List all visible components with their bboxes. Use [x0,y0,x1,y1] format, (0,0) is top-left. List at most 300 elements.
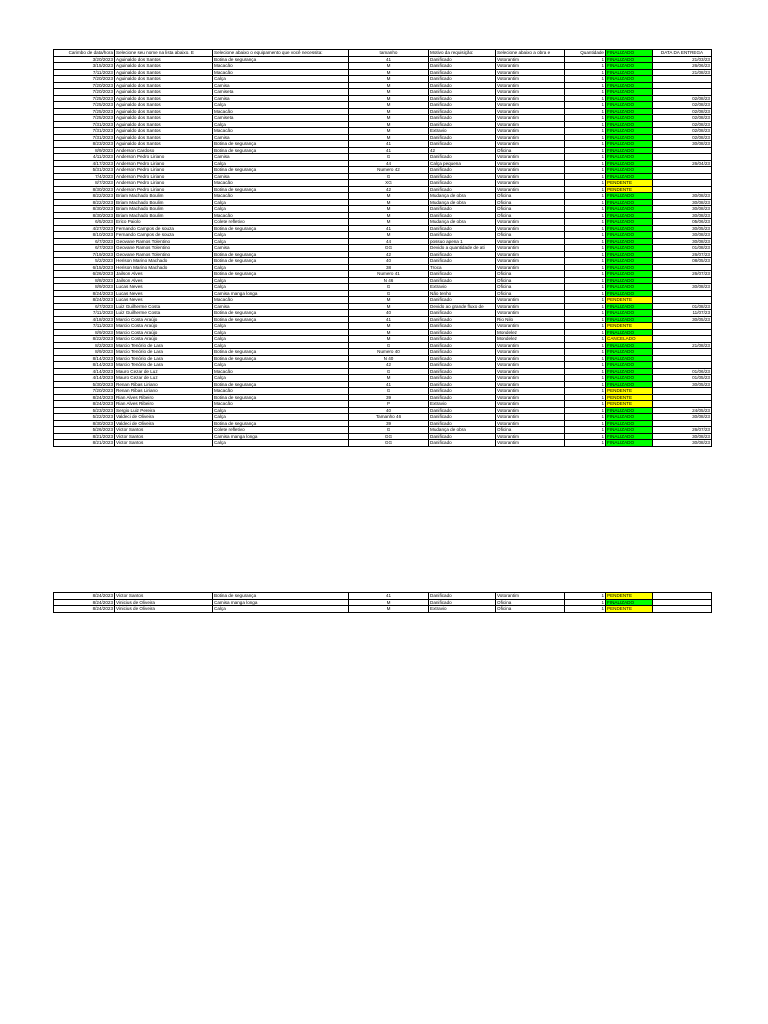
equipment-cell: Botina de segurança [213,225,349,232]
equipment-cell: Botina de segurança [213,394,349,401]
size-cell: M [349,102,429,109]
name-cell: Anderson Cardoso [115,147,213,154]
name-cell: Renan Ribas Liriano [115,388,213,395]
reason-cell: Danificado [429,297,496,304]
size-cell: 41 [349,141,429,148]
equipment-cell: Camisa [213,154,349,161]
size-cell: M [349,336,429,343]
quantity-cell: 1 [565,102,606,109]
status-cell: FINALIZADO [606,599,653,606]
reason-cell: Danificado [429,212,496,219]
status-cell: FINALIZADO [606,342,653,349]
status-cell: FINALIZADO [606,362,653,369]
name-cell: Valdeci de Oliveira [115,414,213,421]
equipment-cell: Macacão [213,368,349,375]
delivery-date-cell: 05/06/23 [653,219,712,226]
equipment-cell: Calça [213,329,349,336]
timestamp-cell: 7/25/2023 [54,115,115,122]
size-cell: M [349,206,429,213]
site-cell: Votorantim [496,238,565,245]
equipment-cell: Macacão [213,193,349,200]
reason-cell: Danificado [429,173,496,180]
requests-table [53,49,712,447]
size-cell: 40 [349,407,429,414]
equipment-cell: Calça [213,264,349,271]
name-cell: Aguinaldo dos Santos [115,115,213,122]
quantity-cell: 1 [565,154,606,161]
delivery-date-cell: 02/08/23 [653,102,712,109]
quantity-cell: 1 [565,593,606,600]
status-cell: PENDENTE [606,593,653,600]
size-cell: G [349,342,429,349]
equipment-cell: Macacão [213,69,349,76]
delivery-date-cell: 30/08/23 [653,440,712,447]
equipment-cell: Calça [213,160,349,167]
delivery-date-cell: 26/07/23 [653,427,712,434]
header-cell: Quantidade [565,50,606,57]
timestamp-cell: 4/27/2023 [54,225,115,232]
quantity-cell: 1 [565,219,606,226]
timestamp-cell: 7/20/2023 [54,89,115,96]
quantity-cell: 1 [565,440,606,447]
site-cell: Votorantim [496,414,565,421]
quantity-cell: 1 [565,336,606,343]
name-cell: Victor Santos [115,433,213,440]
status-cell: FINALIZADO [606,271,653,278]
quantity-cell: 1 [565,76,606,83]
quantity-cell: 1 [565,433,606,440]
header-cell: FINALIZADO [606,50,653,57]
quantity-cell: 1 [565,349,606,356]
size-cell: M [349,232,429,239]
timestamp-cell: 7/4/2023 [54,173,115,180]
equipment-cell: Calça [213,277,349,284]
status-cell: FINALIZADO [606,102,653,109]
timestamp-cell: 6/7/2023 [54,303,115,310]
status-cell: FINALIZADO [606,69,653,76]
timestamp-cell: 5/2/2023 [54,258,115,265]
quantity-cell: 1 [565,323,606,330]
reason-cell: Troca [429,264,496,271]
size-cell: GG [349,245,429,252]
name-cell: Vinicius de Oliveira [115,606,213,613]
site-cell: Votorantim [496,407,565,414]
quantity-cell: 1 [565,147,606,154]
equipment-cell: Calça [213,336,349,343]
status-cell: FINALIZADO [606,212,653,219]
header-cell: Motivo da requisição: [429,50,496,57]
equipment-cell: Calça [213,342,349,349]
site-cell: Votorantim [496,323,565,330]
name-cell: Victor Santos [115,427,213,434]
status-cell: FINALIZADO [606,381,653,388]
equipment-cell: Botina de segurança [213,381,349,388]
quantity-cell: 1 [565,141,606,148]
delivery-date-cell: 30/08/23 [653,206,712,213]
name-cell: Anderson Pedro Liriano [115,186,213,193]
name-cell: Lucas Neves [115,290,213,297]
size-cell: 41 [349,316,429,323]
reason-cell: Danificado [429,69,496,76]
table-row [54,440,712,447]
site-cell: Votorantim [496,56,565,63]
site-cell: Votorantim [496,76,565,83]
size-cell: M [349,375,429,382]
name-cell: Briam Machado Boulim [115,206,213,213]
site-cell: Votorantim [496,141,565,148]
reason-cell: Danificado [429,342,496,349]
delivery-date-cell: 24/05/23 [653,407,712,414]
equipment-cell: Camisa [213,173,349,180]
timestamp-cell: 7/11/2023 [54,310,115,317]
timestamp-cell: 8/30/2023 [54,206,115,213]
equipment-cell: Calça [213,606,349,613]
size-cell: M [349,212,429,219]
equipment-cell: Macacão [213,297,349,304]
delivery-date-cell: 02/08/23 [653,134,712,141]
timestamp-cell: 6/15/2023 [54,264,115,271]
site-cell: Votorantim [496,173,565,180]
reason-cell: Extravio [429,606,496,613]
site-cell: Votorantim [496,355,565,362]
name-cell: Luiz Guilherme Costa [115,303,213,310]
equipment-cell: Botina de segurança [213,258,349,265]
equipment-cell: Calça [213,375,349,382]
delivery-date-cell: 30/08/23 [653,232,712,239]
equipment-cell: Botina de segurança [213,355,349,362]
name-cell: Aguinaldo dos Santos [115,128,213,135]
delivery-date-cell: 21/08/23 [653,69,712,76]
site-cell: Votorantim [496,420,565,427]
quantity-cell: 1 [565,186,606,193]
name-cell: Briam Machado Boulim [115,212,213,219]
delivery-date-cell: 26/07/23 [653,271,712,278]
name-cell: Geovane Ramos Tolentino [115,245,213,252]
status-cell: FINALIZADO [606,56,653,63]
quantity-cell: 1 [565,284,606,291]
equipment-cell: Botina de segurança [213,310,349,317]
size-cell: M [349,121,429,128]
timestamp-cell: 7/25/2023 [54,95,115,102]
equipment-cell: Macacão [213,212,349,219]
site-cell: Votorantim [496,258,565,265]
reason-cell: Danificado [429,310,496,317]
quantity-cell: 1 [565,407,606,414]
equipment-cell: Calça [213,206,349,213]
reason-cell: Danificado [429,167,496,174]
quantity-cell: 1 [565,414,606,421]
name-cell: Victor Santos [115,593,213,600]
reason-cell: Danificado [429,368,496,375]
equipment-cell: Camisa manga longa [213,599,349,606]
delivery-date-cell: 30/05/23 [653,381,712,388]
site-cell: Votorantim [496,186,565,193]
reason-cell: Danificado [429,316,496,323]
reason-cell: Danificado [429,95,496,102]
name-cell: Renan Ribas Liriano [115,381,213,388]
name-cell: Marcio Tenório de Lara [115,362,213,369]
name-cell: Aguinaldo dos Santos [115,82,213,89]
site-cell: Votorantim [496,310,565,317]
status-cell: FINALIZADO [606,407,653,414]
timestamp-cell: 8/8/2023 [54,277,115,284]
name-cell: Vinicius de Oliveira [115,599,213,606]
site-cell: Oficina [496,193,565,200]
quantity-cell: 1 [565,180,606,187]
site-cell: Votorantim [496,251,565,258]
site-cell: Oficina [496,271,565,278]
status-cell: PENDENTE [606,180,653,187]
timestamp-cell: 8/22/2023 [54,193,115,200]
size-cell: M [349,128,429,135]
site-cell: Oficina [496,147,565,154]
name-cell: Anderson Pedro Liriano [115,167,213,174]
site-cell: Votorantim [496,225,565,232]
timestamp-cell: 8/22/2023 [54,199,115,206]
size-cell: 41 [349,56,429,63]
timestamp-cell: 8/24/2023 [54,394,115,401]
table-row [54,414,712,421]
timestamp-cell: 8/9/2023 [54,349,115,356]
reason-cell: Calça pequena [429,160,496,167]
reason-cell: Mudança de obra [429,219,496,226]
status-cell: FINALIZADO [606,375,653,382]
size-cell: GG [349,440,429,447]
name-cell: Anderson Pedro Liriano [115,180,213,187]
reason-cell: Danificado [429,89,496,96]
status-cell: FINALIZADO [606,115,653,122]
reason-cell: Danificado [429,134,496,141]
timestamp-cell: 8/23/2023 [54,141,115,148]
quantity-cell: 1 [565,251,606,258]
name-cell: Rian Alves Ribeiro [115,401,213,408]
size-cell: M [349,95,429,102]
timestamp-cell: 8/21/2023 [54,440,115,447]
quantity-cell: 1 [565,427,606,434]
name-cell: Briam Machado Boulim [115,193,213,200]
quantity-cell: 1 [565,277,606,284]
name-cell: Aguinaldo dos Santos [115,102,213,109]
site-cell: Votorantim [496,128,565,135]
site-cell: Votorantim [496,219,565,226]
timestamp-cell: 8/30/2023 [54,186,115,193]
reason-cell: Danificado [429,329,496,336]
site-cell: Votorantim [496,167,565,174]
status-cell: FINALIZADO [606,76,653,83]
reason-cell: Extravio [429,284,496,291]
quantity-cell: 1 [565,199,606,206]
name-cell: Anderson Pedro Liriano [115,160,213,167]
site-cell: Oficina [496,599,565,606]
name-cell: Jailson Alves [115,277,213,284]
site-cell: Votorantim [496,593,565,600]
status-cell: FINALIZADO [606,368,653,375]
equipment-cell: Camisa [213,82,349,89]
delivery-date-cell [653,606,712,613]
reason-cell: Extravio [429,401,496,408]
delivery-date-cell: 30/08/23 [653,199,712,206]
table-row [54,606,712,613]
timestamp-cell: 6/7/2023 [54,245,115,252]
size-cell: Numero 40 [349,349,429,356]
reason-cell: possuo apena 1 [429,238,496,245]
name-cell: Marcio Costa Araújo [115,316,213,323]
site-cell: Votorantim [496,375,565,382]
site-cell: Votorantim [496,102,565,109]
status-cell: FINALIZADO [606,245,653,252]
status-cell: PENDENTE [606,394,653,401]
table-row [54,167,712,174]
reason-cell: Danificado [429,154,496,161]
status-cell: FINALIZADO [606,154,653,161]
status-cell: FINALIZADO [606,349,653,356]
quantity-cell: 1 [565,95,606,102]
quantity-cell: 1 [565,128,606,135]
size-cell: 41 [349,381,429,388]
reason-cell: Danificado [429,414,496,421]
site-cell: Votorantim [496,388,565,395]
timestamp-cell: 8/9/2023 [54,329,115,336]
equipment-cell: Botina de segurança [213,56,349,63]
equipment-cell: Calça [213,102,349,109]
size-cell: M [349,108,429,115]
size-cell: Tamanho 46 [349,414,429,421]
equipment-cell: Camisa [213,95,349,102]
timestamp-cell: 7/19/2023 [54,251,115,258]
reason-cell: Danificado [429,56,496,63]
reason-cell: Danificado [429,336,496,343]
name-cell: Mauro Cezar de Luz [115,368,213,375]
site-cell: Votorantim [496,89,565,96]
equipment-cell: Macacão [213,388,349,395]
size-cell: 41 [349,147,429,154]
additional-requests-table [53,592,712,613]
size-cell: G [349,427,429,434]
quantity-cell: 1 [565,245,606,252]
equipment-cell: Macacão [213,63,349,70]
header-cell: Carimbo de data/hora [54,50,115,57]
site-cell: Oficina [496,206,565,213]
equipment-cell: Calça [213,323,349,330]
quantity-cell: 1 [565,82,606,89]
timestamp-cell: 8/30/2023 [54,212,115,219]
status-cell: PENDENTE [606,297,653,304]
name-cell: Lucas Neves [115,297,213,304]
site-cell: Votorantim [496,69,565,76]
site-cell: Rio Nilo [496,316,565,323]
quantity-cell: 1 [565,206,606,213]
timestamp-cell: 8/7/2023 [54,180,115,187]
size-cell: 41 [349,225,429,232]
status-cell: FINALIZADO [606,173,653,180]
timestamp-cell: 4/17/2023 [54,160,115,167]
status-cell: FINALIZADO [606,82,653,89]
quantity-cell: 1 [565,63,606,70]
status-cell: FINALIZADO [606,232,653,239]
status-cell: CANCELADO [606,336,653,343]
quantity-cell: 1 [565,121,606,128]
equipment-cell: Calça [213,199,349,206]
size-cell: 40 [349,310,429,317]
name-cell: Marcio Tenório de Lara [115,355,213,362]
reason-cell: Danificado [429,258,496,265]
size-cell: M [349,323,429,330]
header-cell: Selecione abaixo a obra e [496,50,565,57]
site-cell: Mondelez [496,336,565,343]
site-cell: Votorantim [496,303,565,310]
delivery-date-cell: 01/05/23 [653,375,712,382]
size-cell: 41 [349,593,429,600]
size-cell: 39 [349,394,429,401]
delivery-date-cell: 26/06/23 [653,63,712,70]
delivery-date-cell: 21/08/23 [653,342,712,349]
reason-cell: Danificado [429,251,496,258]
reason-cell: Danificado [429,76,496,83]
quantity-cell: 1 [565,316,606,323]
timestamp-cell: 8/24/2023 [54,599,115,606]
name-cell: Aguinaldo dos Santos [115,56,213,63]
quantity-cell: 1 [565,388,606,395]
name-cell: Fernando Campos de souza [115,225,213,232]
equipment-cell: Botina de segurança [213,593,349,600]
name-cell: Aguinaldo dos Santos [115,121,213,128]
site-cell: Votorantim [496,121,565,128]
name-cell: Fernando Campos de souza [115,232,213,239]
reason-cell: Danificado [429,394,496,401]
equipment-cell: Calça [213,232,349,239]
size-cell: 39 [349,420,429,427]
equipment-cell: Calça [213,76,349,83]
size-cell: M [349,134,429,141]
equipment-cell: Camiseta [213,89,349,96]
equipment-cell: Calça [213,362,349,369]
equipment-cell: Botina de segurança [213,147,349,154]
status-cell: PENDENTE [606,401,653,408]
reason-cell: Danificado [429,121,496,128]
quantity-cell: 1 [565,599,606,606]
equipment-cell: Botina de segurança [213,141,349,148]
size-cell: M [349,69,429,76]
header-row [54,50,712,57]
delivery-date-cell: 01/08/23 [653,303,712,310]
timestamp-cell: 7/20/2023 [54,76,115,83]
delivery-date-cell: 02/08/23 [653,121,712,128]
size-cell: M [349,82,429,89]
size-cell: 42 [349,362,429,369]
name-cell: Rian Alves Ribeiro [115,394,213,401]
timestamp-cell: 8/30/2023 [54,420,115,427]
reason-cell: Danificado [429,63,496,70]
delivery-date-cell: 02/08/23 [653,128,712,135]
delivery-date-cell: 21/03/23 [653,56,712,63]
site-cell: Oficina [496,199,565,206]
status-cell: FINALIZADO [606,284,653,291]
size-cell: M [349,63,429,70]
timestamp-cell: 7/20/2023 [54,388,115,395]
site-cell: Votorantim [496,381,565,388]
quantity-cell: 1 [565,89,606,96]
name-cell: Anderson Pedro Liriano [115,154,213,161]
equipment-cell: Botina de segurança [213,271,349,278]
status-cell: FINALIZADO [606,160,653,167]
timestamp-cell: 7/31/2023 [54,128,115,135]
site-cell: Votorantim [496,401,565,408]
name-cell: Aguinaldo dos Santos [115,108,213,115]
equipment-cell: Botina de segurança [213,420,349,427]
quantity-cell: 1 [565,368,606,375]
timestamp-cell: 8/9/2023 [54,147,115,154]
timestamp-cell: 7/20/2023 [54,82,115,89]
